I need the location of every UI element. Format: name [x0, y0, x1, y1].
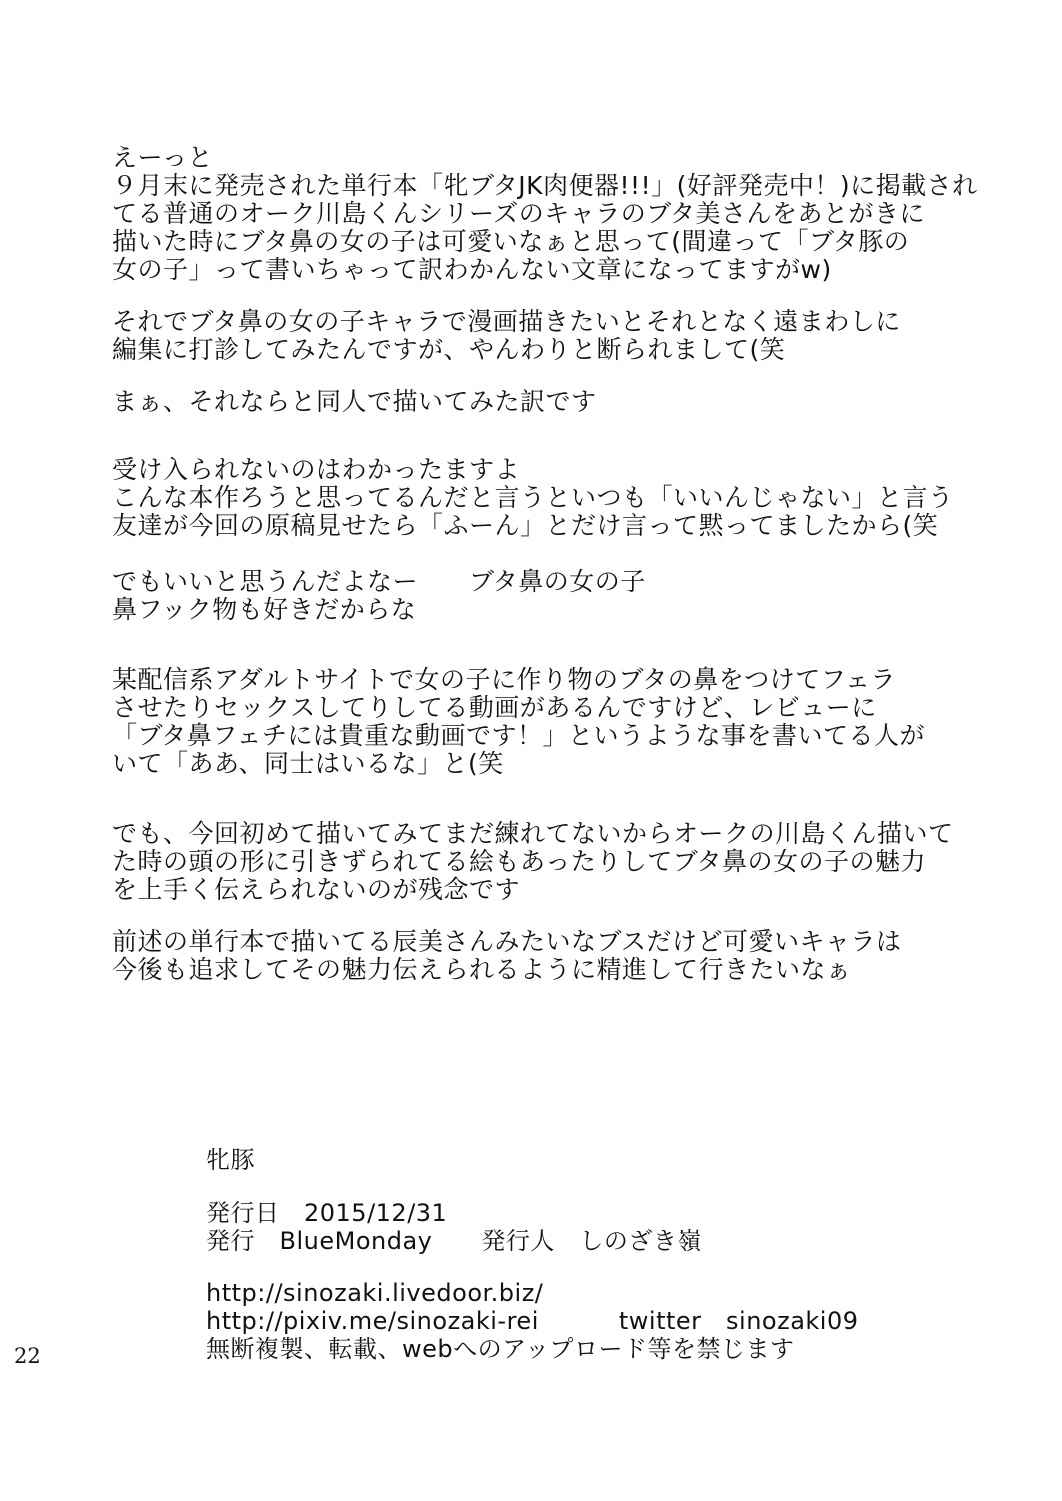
text-line: えーっと: [112, 143, 214, 172]
text-line: させたりセックスしてりしてる動画があるんですけど、レビューに: [112, 693, 877, 722]
colophon-links: [206, 1279, 946, 1363]
text-line: 描いた時にブタ鼻の女の子は可愛いなぁと思って(間違って「ブタ豚の: [112, 227, 910, 256]
book-title: 牝豚: [206, 1146, 255, 1174]
text-line: まぁ、それならと同人で描いてみた訳です: [112, 387, 597, 416]
text-line: 編集に打診してみたんですが、やんわりと断られまして(笑: [112, 335, 786, 364]
text-line: 前述の単行本で描いてる辰美さんみたいなブスだけど可愛いキャラは: [112, 927, 902, 956]
text-line: 某配信系アダルトサイトで女の子に作り物のブタの鼻をつけてフェラ: [112, 665, 897, 694]
paragraph: [112, 928, 972, 984]
text-line: 女の子」って書いちゃって訳わかんない文章になってますがw): [112, 255, 832, 284]
publication-date-line: 発行日 2015/12/31: [206, 1199, 448, 1227]
url-livedoor: http://sinozaki.livedoor.biz/: [206, 1279, 544, 1307]
paragraph: [112, 568, 972, 624]
twitter-handle: twitter sinozaki09: [618, 1307, 859, 1335]
publisher-line: 発行 BlueMonday 発行人 しのざき嶺: [206, 1227, 702, 1255]
text-line: こんな本作ろうと思ってるんだと言うといつも「いいんじゃない」と言う: [112, 483, 954, 512]
text-line: でも、今回初めて描いてみてまだ練れてないからオークの川島くん描いて: [112, 819, 954, 848]
afterword-body: [112, 143, 978, 984]
text-line: 受け入られないのはわかったますよ: [112, 455, 521, 484]
colophon: [206, 1146, 946, 1363]
text-line: を上手く伝えられないのが残念です: [112, 875, 521, 904]
url-pixiv-line: [206, 1307, 946, 1335]
text-line: でもいいと思うんだよなー ブタ鼻の女の子: [112, 567, 646, 596]
text-line: それでブタ鼻の女の子キャラで漫画描きたいとそれとなく遠まわしに: [112, 307, 901, 336]
text-line: 友達が今回の原稿見せたら「ふーん」とだけ言って黙ってましたから(笑: [112, 511, 939, 540]
paragraph: [112, 456, 972, 540]
page-number: 22: [14, 1344, 41, 1368]
copyright-notice: 無断複製、転載、webへのアップロード等を禁じます: [206, 1335, 795, 1363]
url-pixiv: http://pixiv.me/sinozaki-rei: [206, 1307, 539, 1335]
text-line: てる普通のオーク川島くんシリーズのキャラのブタ美さんをあとがきに: [112, 199, 926, 228]
paragraph: [112, 666, 972, 778]
text-line: た時の頭の形に引きずられてる絵もあったりしてブタ鼻の女の子の魅力: [112, 847, 927, 876]
text-line: 鼻フック物も好きだからな: [112, 595, 417, 624]
text-line: 今後も追求してその魅力伝えられるように精進して行きたいなぁ: [112, 955, 852, 984]
text-line: いて「ああ、同士はいるな」と(笑: [112, 749, 504, 778]
paragraph: [112, 308, 972, 364]
paragraph: [112, 388, 972, 416]
text-line: 「ブタ鼻フェチには貴重な動画です！」というような事を書いてる人が: [112, 721, 926, 750]
paragraph: [112, 143, 978, 284]
text-line: ９月末に発売された単行本「牝ブタJK肉便器!!!」(好評発売中！)に掲載され: [112, 171, 978, 200]
paragraph: [112, 820, 972, 904]
